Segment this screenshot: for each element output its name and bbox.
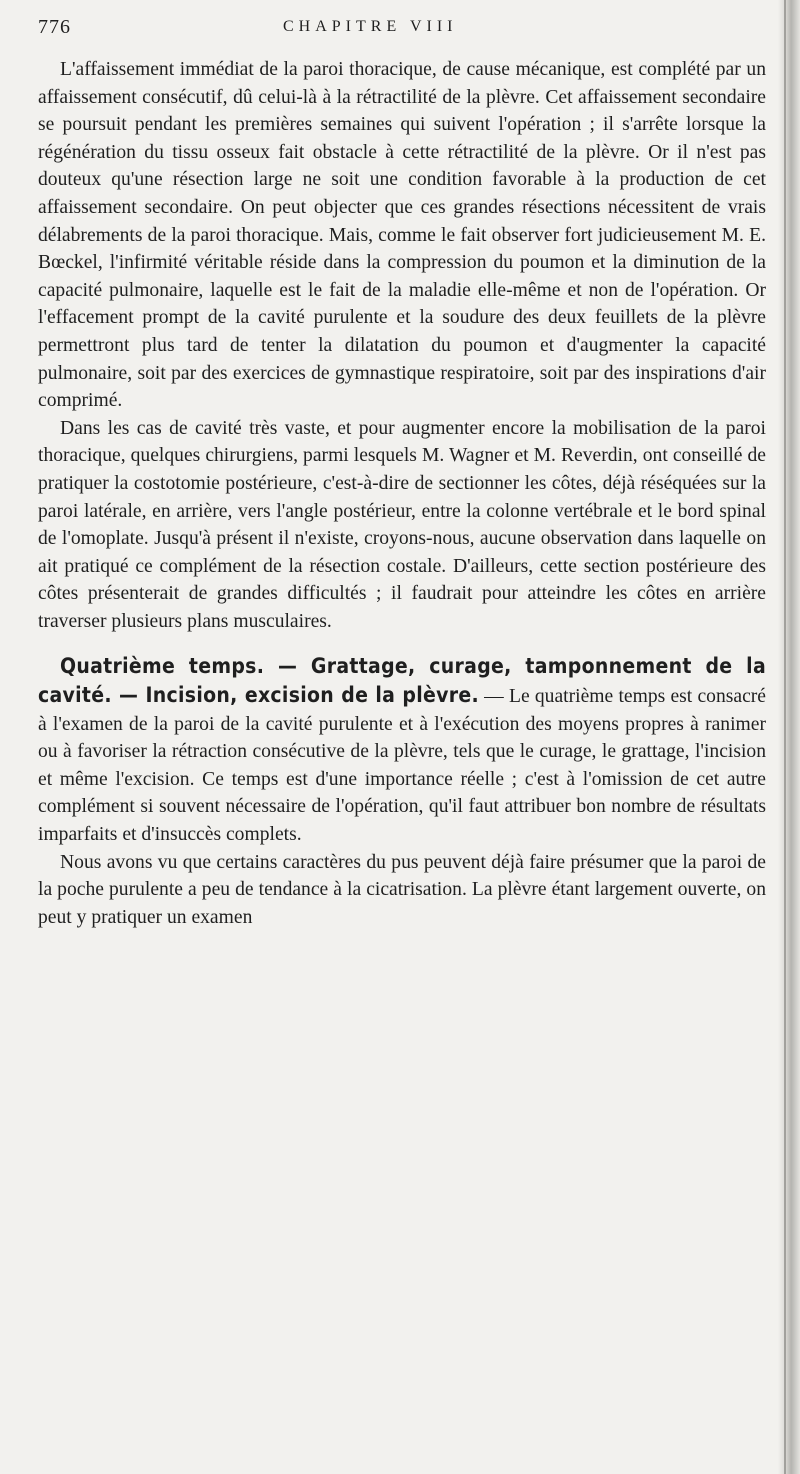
page-header	[38, 16, 778, 46]
paragraph-2: Dans les cas de cavité très vaste, et pour augmenter encore la mobilisation de la paroi thoracique, quelques chirurgiens, parmi lesquels M. Wagner et M. Reverdin, ont conseillé de pratiquer la costotomie postérieure, c'est-à-dire de sectionner les côtes, déjà réséquées sur la paroi latérale, en arrière, vers l'angle postérieur, entre la colonne vertébrale et le bord spinal de l'omoplate. Jusqu'à présent il n'existe, croyons-nous, aucune observation dans laquelle on ait pratiqué ce complément de la résection costale. D'ailleurs, cette section postérieure des côtes présenterait de grandes difficultés ; il faudrait pour atteindre les côtes en arrière traverser plusieurs plans musculaires.	[38, 417, 766, 632]
page-number: 776	[38, 16, 71, 38]
paragraph-1: L'affaissement immédiat de la paroi thoracique, de cause mécanique, est complété par un affaissement consécutif, dû celui-là à la rétractilité de la plèvre. Cet affaissement secondaire se poursuit pendant les premières semaines qui suivent l'opération ; il s'arrête lorsque la régénération du tissu osseux fait obstacle à cette rétractilité de la plèvre. Or il n'est pas douteux qu'une résection large ne soit une condition favorable à la production de cet affaissement secondaire. On peut objecter que ces grandes résections nécessitent de vrais délabrements de la paroi thoracique. Mais, comme le fait observer fort judicieusement M. E. Bœckel, l'infirmité véritable réside dans la compression du poumon et la diminution de la capacité pulmonaire, laquelle est le fait de la maladie elle-même et non de l'opération. Or l'effacement prompt de la cavité purulente et la soudure des deux feuillets de la plèvre permettront plus tard de tenter la dilatation du poumon et d'augmenter la capacité pulmonaire, soit par des exercices de gymnastique respiratoire, soit par des inspirations d'air comprimé.	[38, 59, 766, 412]
running-head: CHAPITRE VIII	[283, 18, 458, 35]
section-heading: Quatrième temps. — Grattage, curage, tamponnement de la cavité. — Incision, excision de la plèvre.	[38, 654, 766, 708]
body-text	[38, 56, 766, 931]
page-edge-line	[784, 0, 786, 1474]
page-edge-shadow	[778, 0, 800, 1474]
section-body: — Le quatrième temps est consacré à l'examen de la paroi de la cavité purulente et à l'exécution des moyens propres à ranimer ou à favoriser la rétraction consécutive de la plèvre, tels que le curage, le grattage, l'incision et même l'excision. Ce temps est d'une importance réelle ; c'est à l'omission de cet autre complément si souvent nécessaire de l'opération, qu'il faut attribuer bon nombre de résultats imparfaits et d'insuccès complets.	[38, 686, 766, 846]
section-paragraph	[38, 653, 766, 848]
paragraph-last: Nous avons vu que certains caractères du pus peuvent déjà faire présumer que la paroi de la poche purulente a peu de tendance à la cicatrisation. La plèvre étant largement ouverte, on peut y pratiquer un examen	[38, 851, 766, 928]
